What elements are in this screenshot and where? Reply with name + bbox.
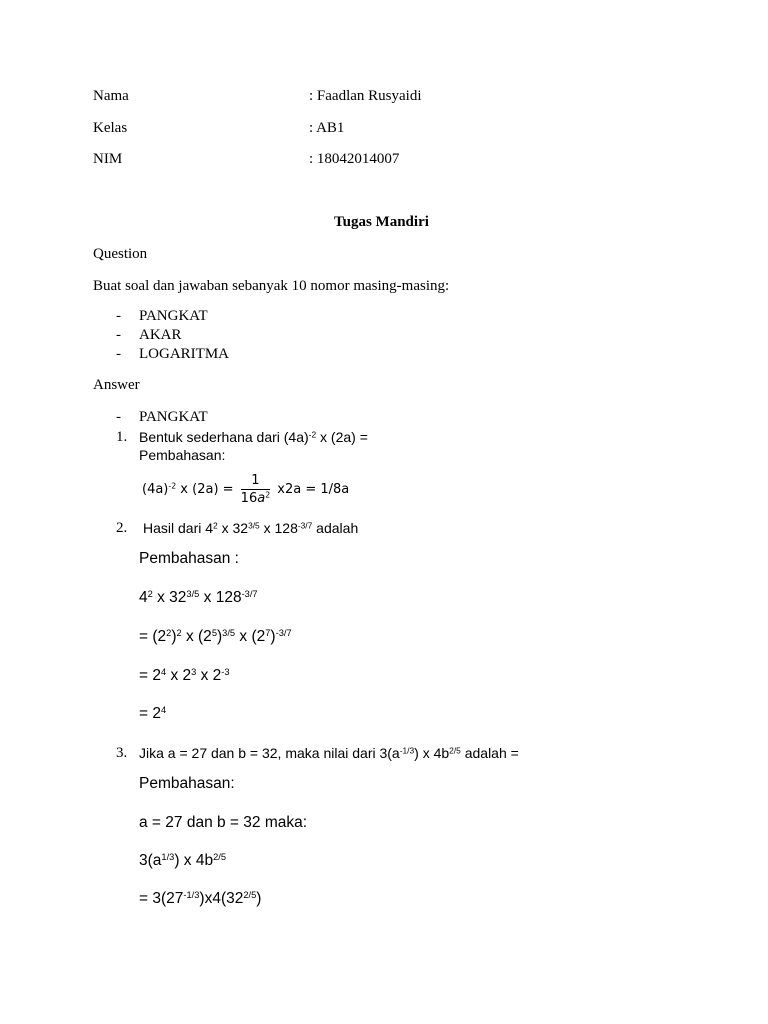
q2-number: 2. — [116, 520, 128, 536]
class-label: Kelas — [93, 120, 128, 136]
answer-section-label: PANGKAT — [139, 409, 208, 425]
q2-step-4: = $2^4$ — [139, 704, 167, 722]
name-label: Nama — [93, 88, 129, 104]
page-title: Tugas Mandiri — [334, 214, 429, 230]
q3-number: 3. — [116, 745, 128, 761]
q2-step-3: = $2^4$ x $2^3$ x $2^{-3}$ — [139, 666, 230, 684]
question-item-pangkat: PANGKAT — [139, 308, 208, 324]
q1-fraction: $\frac{1}{16a^2}$ — [240, 473, 271, 506]
q2-text: Hasil dari $4^2$ x $32^{3/5}$ x $128^{-3/7}$ adalah — [143, 520, 359, 536]
class-value: : AB1 — [309, 120, 345, 136]
bullet-dash: - — [116, 327, 121, 343]
nim-value: : 18042014007 — [309, 151, 400, 167]
q3-text: Jika a = 27 dan b = 32, maka nilai dari $3(a^{-1/3})$ x $4b^{2/5}$ adalah = — [139, 745, 519, 761]
q3-line-2: $3(a^{1/3})$ x $4b^{2/5}$ — [139, 851, 227, 869]
q1-number: 1. — [116, 429, 128, 445]
q2-step-2: = $(2^2)^2$ x $(2^5)^{3/5}$ x $(2^7)^{-3/7}$ — [139, 627, 292, 645]
q1-pembahasan: Pembahasan: — [139, 447, 226, 463]
q3-line-3: = $3(27^{-1/3})x4(32^{2/5})$ — [139, 889, 262, 907]
name-value: : Faadlan Rusyaidi — [309, 88, 422, 104]
bullet-dash: - — [116, 409, 121, 425]
question-item-akar: AKAR — [139, 327, 182, 343]
q1-text: Bentuk sederhana dari $(4a)^{-2}$ x (2a) = — [139, 429, 368, 445]
question-item-logaritma: LOGARITMA — [139, 346, 229, 362]
q3-pembahasan: Pembahasan: — [139, 775, 235, 792]
q2-pembahasan: Pembahasan : — [139, 550, 239, 567]
q3-line-1: a = 27 dan b = 32 maka: — [139, 814, 308, 831]
question-instruction: Buat soal dan jawaban sebanyak 10 nomor masing-masing: — [93, 278, 450, 294]
bullet-dash: - — [116, 346, 121, 362]
q2-step-1: $4^2$ x $32^{3/5}$ x $128^{-3/7}$ — [139, 588, 258, 606]
q1-equation: $(4a)^{-2}$ x (2a) = $\frac{1}{16a^2}$ x2a = 1/8a — [142, 473, 350, 506]
answer-heading: Answer — [93, 377, 140, 393]
question-heading: Question — [93, 246, 148, 262]
nim-label: NIM — [93, 151, 123, 167]
bullet-dash: - — [116, 308, 121, 324]
